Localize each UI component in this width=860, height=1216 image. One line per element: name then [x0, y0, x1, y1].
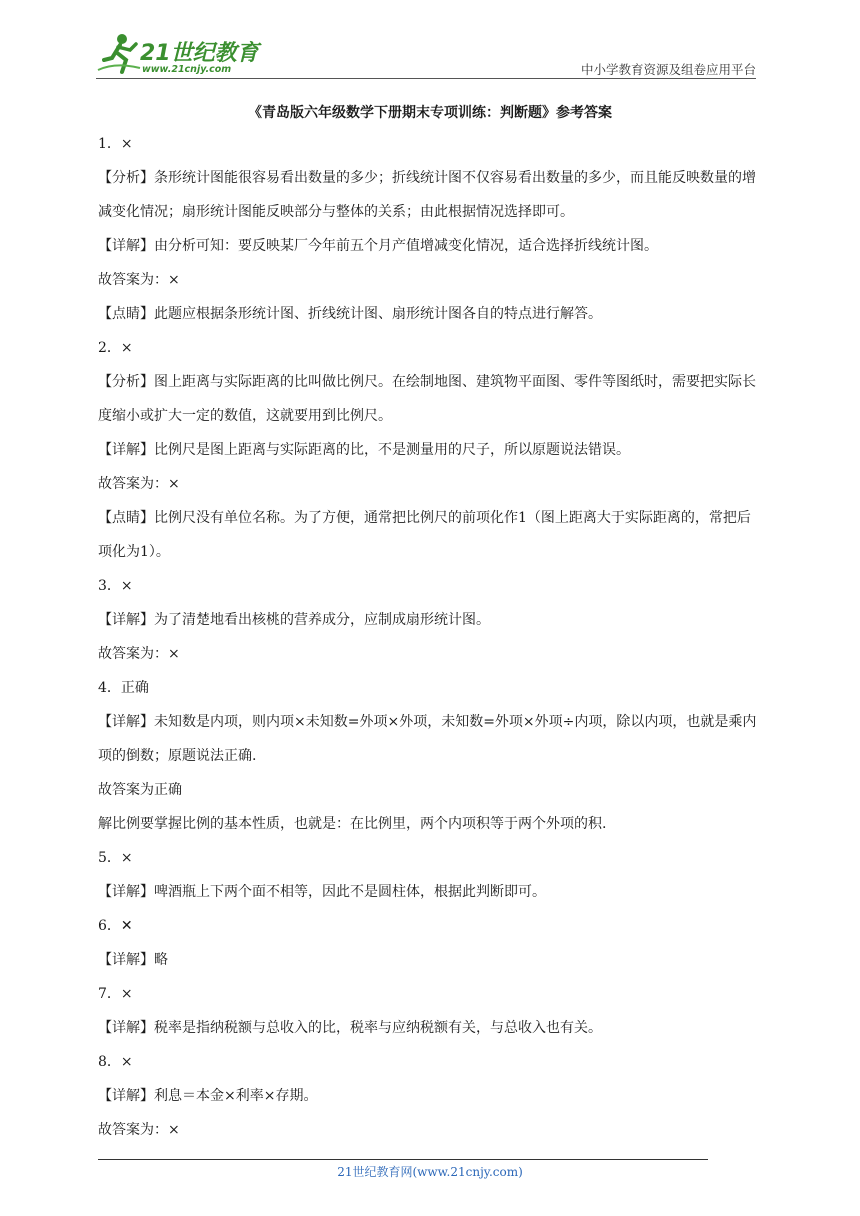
document-title: 《青岛版六年级数学下册期末专项训练：判断题》参考答案	[248, 105, 612, 121]
answer-line: 【详解】啤酒瓶上下两个面不相等，因此不是圆柱体，根据此判断即可。	[98, 884, 546, 900]
runner-logo-icon	[96, 30, 142, 76]
answer-line: 【详解】税率是指纳税额与总收入的比，税率与应纳税额有关，与总收入也有关。	[98, 1020, 602, 1036]
answer-line: 故答案为：×	[98, 272, 180, 288]
answer-line: 8．×	[98, 1054, 133, 1070]
answer-line: 【分析】条形统计图能很容易看出数量的多少；折线统计图不仅容易看出数量的多少，而且能反映数量的增减变化情况；扇形统计图能反映部分与整体的关系；由此根据情况选择即可。	[98, 170, 756, 220]
footer-divider	[98, 1159, 708, 1160]
answer-line: 【详解】由分析可知：要反映某厂今年前五个月产值增减变化情况，适合选择折线统计图。	[98, 238, 658, 254]
answer-line: 故答案为：×	[98, 1122, 180, 1138]
footer-link[interactable]: 21世纪教育网(www.21cnjy.com)	[337, 1165, 523, 1179]
answer-line: 【点睛】此题应根据条形统计图、折线统计图、扇形统计图各自的特点进行解答。	[98, 306, 602, 322]
header-divider	[96, 78, 756, 79]
page-header	[96, 30, 756, 80]
answer-line: 【分析】图上距离与实际距离的比叫做比例尺。在绘制地图、建筑物平面图、零件等图纸时，需要把实际长度缩小或扩大一定的数值，这就要用到比例尺。	[98, 374, 756, 424]
answer-line: 【点睛】比例尺没有单位名称。为了方便，通常把比例尺的前项化作1（图上距离大于实际距离的，常把后项化为1）。	[98, 510, 751, 560]
answer-line: 【详解】利息＝本金×利率×存期。	[98, 1088, 318, 1104]
answer-line: 2．×	[98, 340, 133, 356]
logo-url: www.21cnjy.com	[142, 64, 232, 75]
answer-line: 5．×	[98, 850, 133, 866]
answer-line: 故答案为正确	[98, 782, 182, 798]
answer-line: 4．正确	[98, 680, 149, 696]
answer-line: 7．×	[98, 986, 133, 1002]
answer-line: 6．✕	[98, 918, 133, 934]
answer-body	[98, 127, 762, 1147]
answer-line: 解比例要掌握比例的基本性质，也就是：在比例里，两个内项积等于两个外项的积.	[98, 816, 607, 832]
platform-name: 中小学教育资源及组卷应用平台	[580, 62, 756, 77]
site-logo	[96, 30, 261, 78]
answer-line: 故答案为：×	[98, 476, 180, 492]
logo-wordmark: 21世纪教育	[140, 41, 259, 66]
answer-line: 1．×	[98, 136, 133, 152]
answer-line: 【详解】略	[98, 952, 168, 968]
answer-line: 【详解】未知数是内项，则内项×未知数=外项×外项，未知数=外项×外项÷内项，除以内项，也就是乘内项的倒数；原题说法正确.	[98, 714, 757, 764]
answer-line: 3．×	[98, 578, 133, 594]
answer-line: 【详解】为了清楚地看出核桃的营养成分，应制成扇形统计图。	[98, 612, 490, 628]
answer-line: 【详解】比例尺是图上距离与实际距离的比，不是测量用的尺子，所以原题说法错误。	[98, 442, 630, 458]
answer-line: 故答案为：×	[98, 646, 180, 662]
